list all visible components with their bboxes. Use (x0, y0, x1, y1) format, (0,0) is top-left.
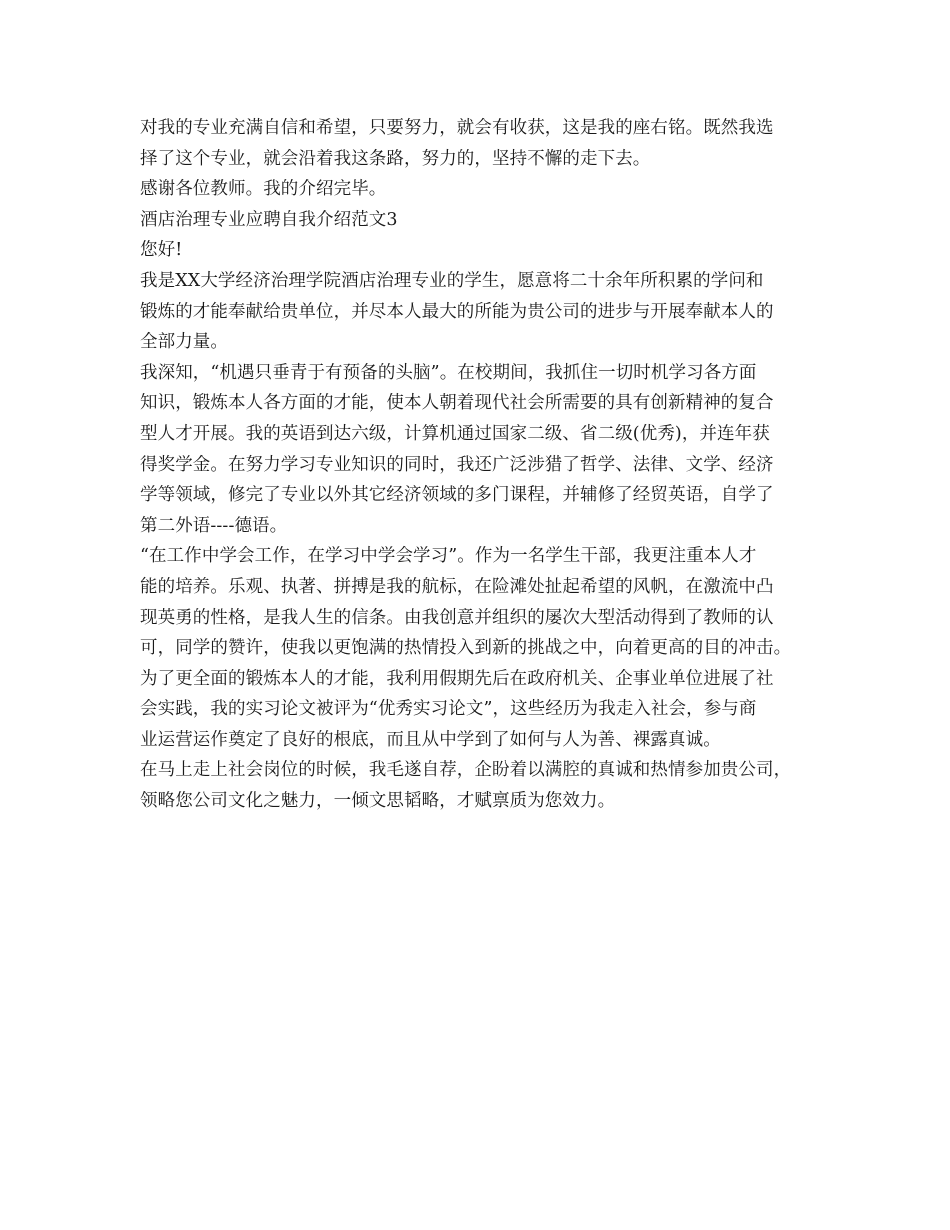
text-line: 知识，锻炼本人各方面的才能，使本人朝着现代社会所需要的具有创新精神的复合 (140, 393, 774, 414)
text-line: 感谢各位教师。我的介绍完毕。 (140, 179, 387, 200)
text-line: 对我的专业充满自信和希望，只要努力，就会有收获，这是我的座右铭。既然我选 (140, 118, 774, 138)
document-body (140, 113, 826, 817)
text-line: 全部力量。 (140, 332, 228, 353)
text-line: 业运营运作奠定了良好的根底，而且从中学到了如何与人为善、裸露真诚。 (140, 729, 721, 750)
text-line: 为了更全面的锻炼本人的才能，我利用假期先后在政府机关、企事业单位进展了社 (140, 668, 774, 689)
text-line: 学等领域，修完了专业以外其它经济领域的多门课程，并辅修了经贸英语，自学了 (140, 485, 774, 506)
text-line: 能的培养。乐观、执著、拼搏是我的航标，在险滩处扯起希望的风帆，在激流中凸 (140, 576, 774, 597)
text-line: 我深知，“机遇只垂青于有预备的头脑”。在校期间，我抓住一切时机学习各方面 (140, 362, 757, 383)
text-line: 型人才开展。我的英语到达六级，计算机通过国家二级、省二级(优秀)，并连年获 (140, 423, 770, 444)
text-line: 领略您公司文化之魅力，一倾文思韬略，才赋禀质为您效力。 (140, 791, 616, 812)
section-heading: 酒店治理专业应聘自我介绍范文3 (140, 209, 398, 230)
text-line: “在工作中学会工作，在学习中学会学习”。作为一名学生干部，我更注重本人才 (140, 546, 757, 567)
greeting: 您好! (140, 240, 183, 261)
text-line: 择了这个专业，就会沿着我这条路，努力的，坚持不懈的走下去。 (140, 148, 651, 169)
text-line: 在马上走上社会岗位的时候，我毛遂自荐，企盼着以满腔的真诚和热情参加贵公司， (140, 760, 792, 781)
text-line: 锻炼的才能奉献给贵单位，并尽本人最大的所能为贵公司的进步与开展奉献本人的 (140, 301, 774, 322)
text-line: 会实践，我的实习论文被评为“优秀实习论文”，这些经历为我走入社会，参与商 (140, 699, 757, 720)
text-line: 现英勇的性格，是我人生的信条。由我创意并组织的屡次大型活动得到了教师的认 (140, 607, 774, 628)
text-line: 我是XX大学经济治理学院酒店治理专业的学生，愿意将二十余年所积累的学问和 (140, 270, 764, 291)
text-line: 可，同学的赞许，使我以更饱满的热情投入到新的挑战之中，向着更高的目的冲击。 (140, 638, 792, 659)
text-line: 第二外语----德语。 (140, 515, 288, 536)
text-line: 得奖学金。在努力学习专业知识的同时，我还广泛涉猎了哲学、法律、文学、经济 (140, 454, 774, 475)
